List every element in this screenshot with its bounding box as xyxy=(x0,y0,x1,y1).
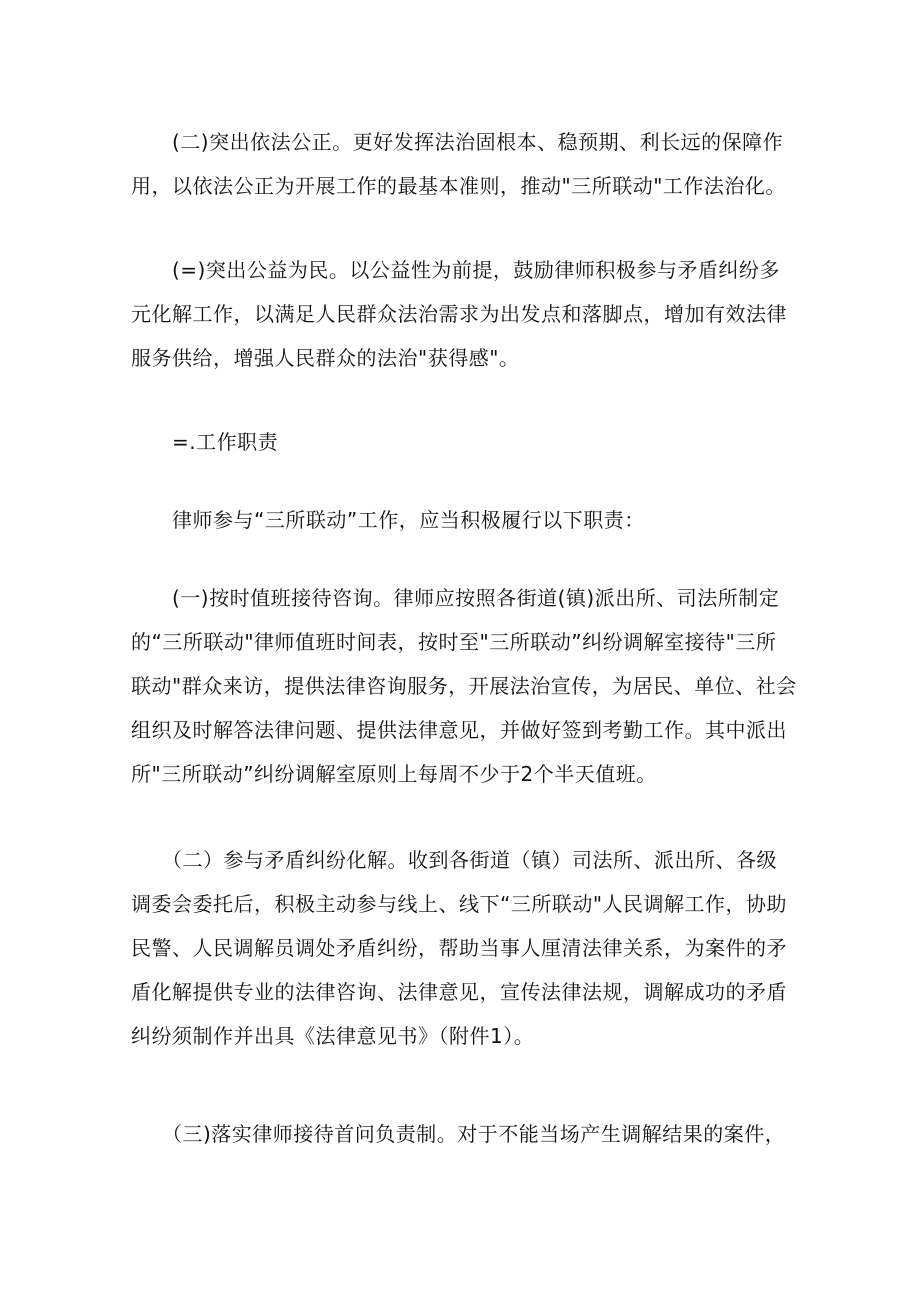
paragraph-duty-1-line-2: 的“三所联动"律师值班时间表，按时至"三所联动”纠纷调解室接待"三所 xyxy=(131,630,777,654)
paragraph-1-line-1: (二)突出依法公正。更好发挥法治固根本、稳预期、利长远的保障作 xyxy=(131,130,784,154)
paragraph-duty-1-line-5: 所"三所联动”纠纷调解室原则上每周不少于2个半天值班。 xyxy=(131,762,657,786)
paragraph-2-line-2: 元化解工作，以满足人民群众法治需求为出发点和落脚点，增加有效法律 xyxy=(131,302,787,326)
section-heading-line: =.工作职责 xyxy=(131,430,279,454)
paragraph-duty-3-line-1: （三)落实律师接待首问负责制。对于不能当场产生调解结果的案件， xyxy=(131,1122,786,1146)
paragraph-intro-line: 律师参与“三所联动”工作，应当积极履行以下职责： xyxy=(131,508,645,532)
paragraph-2-line-3: 服务供给，增强人民群众的法治"获得感"。 xyxy=(131,346,520,370)
paragraph-1 xyxy=(131,120,791,208)
paragraph-duty-2-line-2: 调委会委托后，积极主动参与线上、线下“三所联动"人民调解工作，协助 xyxy=(131,892,788,916)
paragraph-1-line-2: 用，以依法公正为开展工作的最基本准则，推动"三所联动"工作法治化。 xyxy=(131,174,786,198)
paragraph-2-line-1: (=)突出公益为民。以公益性为前提，鼓励律师积极参与矛盾纠纷多 xyxy=(131,258,780,282)
section-heading xyxy=(131,420,791,464)
paragraph-duty-2-line-5: 纠纷须制作并出具《法律意见书》（附件1）。 xyxy=(131,1024,535,1048)
paragraph-duty-1 xyxy=(131,576,797,796)
paragraph-duty-2 xyxy=(131,838,791,1058)
paragraph-duty-1-line-1: (一)按时值班接待咨询。律师应按照各街道(镇)派出所、司法所制定 xyxy=(131,586,780,610)
paragraph-2 xyxy=(131,248,791,380)
paragraph-duty-2-line-3: 民警、人民调解员调处矛盾纠纷，帮助当事人厘清法律关系，为案件的矛 xyxy=(131,936,787,960)
paragraph-duty-1-line-4: 组织及时解答法律问题、提供法律意见，并做好签到考勤工作。其中派出 xyxy=(131,718,787,742)
paragraph-intro xyxy=(131,498,791,542)
paragraph-duty-1-line-3: 联动"群众来访，提供法律咨询服务，开展法治宣传，为居民、单位、社会 xyxy=(131,674,797,698)
paragraph-duty-3 xyxy=(131,1112,791,1156)
paragraph-duty-2-line-1: （二）参与矛盾纠纷化解。收到各街道（镇）司法所、派出所、各级 xyxy=(131,848,777,872)
paragraph-duty-2-line-4: 盾化解提供专业的法律咨询、法律意见，宣传法律法规，调解成功的矛盾 xyxy=(131,980,787,1004)
